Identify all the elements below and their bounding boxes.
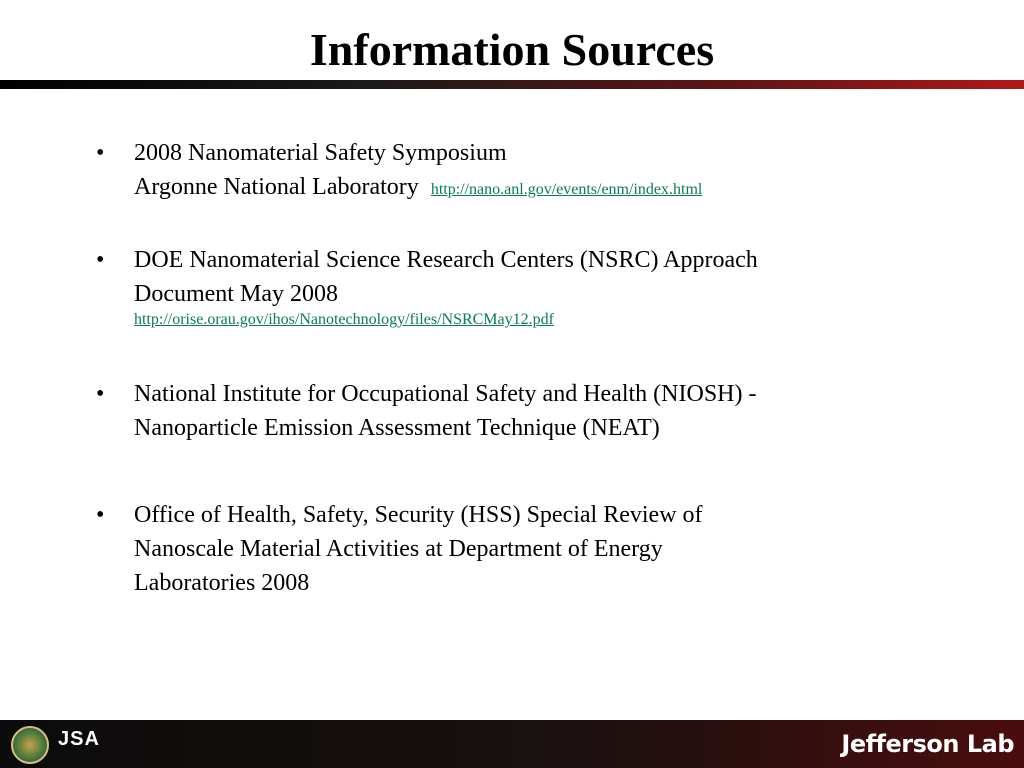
bullet-icon: • [96, 502, 105, 528]
link-anl-nano[interactable]: http://nano.anl.gov/events/enm/index.html [430, 181, 703, 198]
bullet-item-symposium [96, 136, 896, 207]
bullet-text: Nanoparticle Emission Assessment Technique (NEAT) [134, 415, 660, 441]
bullet-text: National Institute for Occupational Safety and Health (NIOSH) - [134, 381, 757, 407]
bullet-icon: • [96, 381, 105, 407]
doe-seal-icon [11, 726, 49, 764]
bullet-text: DOE Nanomaterial Science Research Centers (NSRC) Approach [134, 247, 758, 273]
bullet-item-nsrc [96, 243, 896, 330]
bullet-list [96, 136, 896, 600]
jsa-logo: JSA [58, 728, 100, 750]
bullet-item-hss [96, 498, 896, 600]
slide-title: Information Sources [309, 24, 715, 75]
bullet-text: Office of Health, Safety, Security (HSS) Special Review of [134, 502, 703, 528]
jefferson-lab-logo: Jefferson Lab [841, 730, 1014, 758]
bullet-text: Nanoscale Material Activities at Department of Energy [134, 536, 663, 562]
bullet-text-line [134, 170, 896, 207]
bullet-text: Document May 2008 [134, 281, 338, 307]
link-orise-nsrc[interactable]: http://orise.orau.gov/ihos/Nanotechnology/files/NSRCMay12.pdf [134, 311, 554, 328]
title-divider-bar [0, 80, 1024, 89]
bullet-icon: • [96, 247, 105, 273]
bullet-item-niosh [96, 377, 896, 445]
bullet-text: Laboratories 2008 [134, 570, 310, 596]
bullet-icon: • [96, 140, 105, 166]
bullet-text: Argonne National Laboratory [134, 174, 419, 200]
bullet-text: 2008 Nanomaterial Safety Symposium [134, 140, 507, 166]
